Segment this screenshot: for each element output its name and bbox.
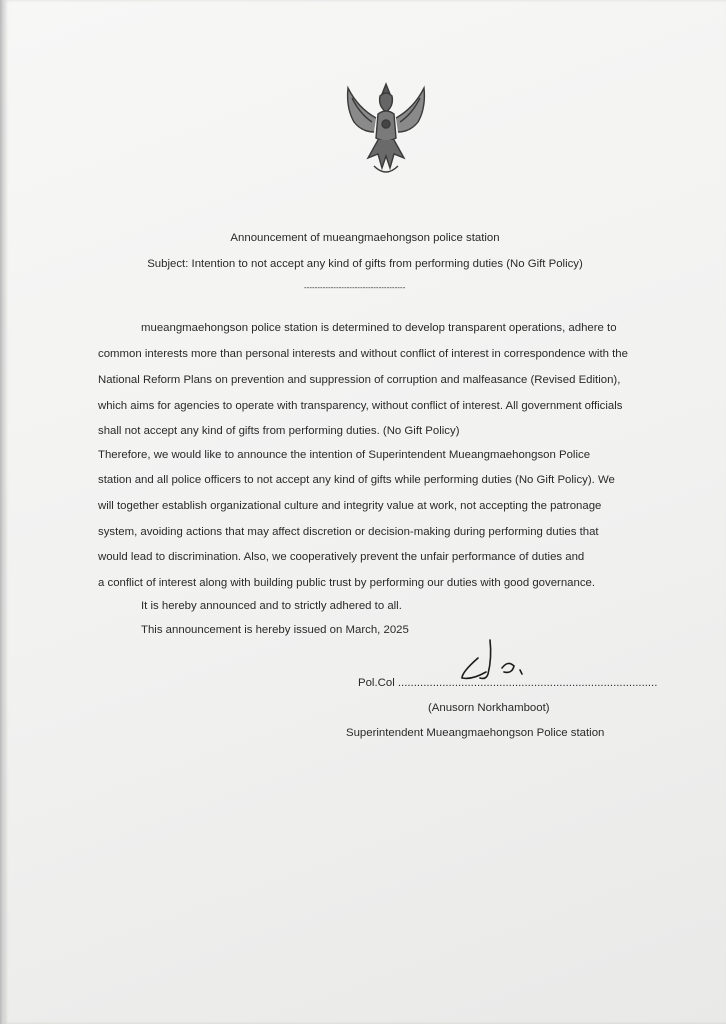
body-line-4: which aims for agencies to operate with transparency, without conflict of interest. All government officials: [98, 400, 623, 412]
body-line-8: will together establish organizational culture and integrity value at work, not accepting the patronage: [98, 500, 602, 512]
signatory-position: Superintendent Mueangmaehongson Police station: [346, 727, 605, 739]
body-line-9: system, avoiding actions that may affect discretion or decision-making during performing duties that: [98, 526, 599, 538]
body-line-6: Therefore, we would like to announce the intention of Superintendent Mueangmaehongson Police: [98, 449, 591, 461]
body-line-11: a conflict of interest along with building public trust by performing our duties with good governance.: [98, 577, 596, 589]
body-line-2: common interests more than personal interests and without conflict of interest in correspondence with the: [98, 348, 628, 360]
announcement-subject: Subject: Intention to not accept any kind of gifts from performing duties (No Gift Policy): [147, 258, 583, 270]
garuda-emblem-icon: [338, 78, 434, 182]
body-line-5: shall not accept any kind of gifts from performing duties. (No Gift Policy): [98, 425, 460, 437]
body-line-12: It is hereby announced and to strictly adhered to all.: [141, 600, 402, 612]
body-line-7: station and all police officers to not accept any kind of gifts while performing duties (No Gift Policy). We: [98, 474, 615, 486]
body-line-1: mueangmaehongson police station is determined to develop transparent operations, adhere to: [141, 322, 617, 334]
document-page: [4, 0, 726, 1024]
title-divider: --------------------------------------: [304, 283, 406, 292]
announcement-title: Announcement of mueangmaehongson police station: [230, 232, 500, 244]
body-line-3: National Reform Plans on prevention and suppression of corruption and malfeasance (Revised Edition),: [98, 374, 621, 386]
signatory-name: (Anusorn Norkhamboot): [428, 702, 550, 714]
body-line-10: would lead to discrimination. Also, we cooperatively prevent the unfair performance of duties and: [98, 551, 585, 563]
body-line-13: This announcement is hereby issued on March, 2025: [141, 624, 409, 636]
signature-rank-line: Pol.Col ..................................................................................: [358, 677, 658, 689]
